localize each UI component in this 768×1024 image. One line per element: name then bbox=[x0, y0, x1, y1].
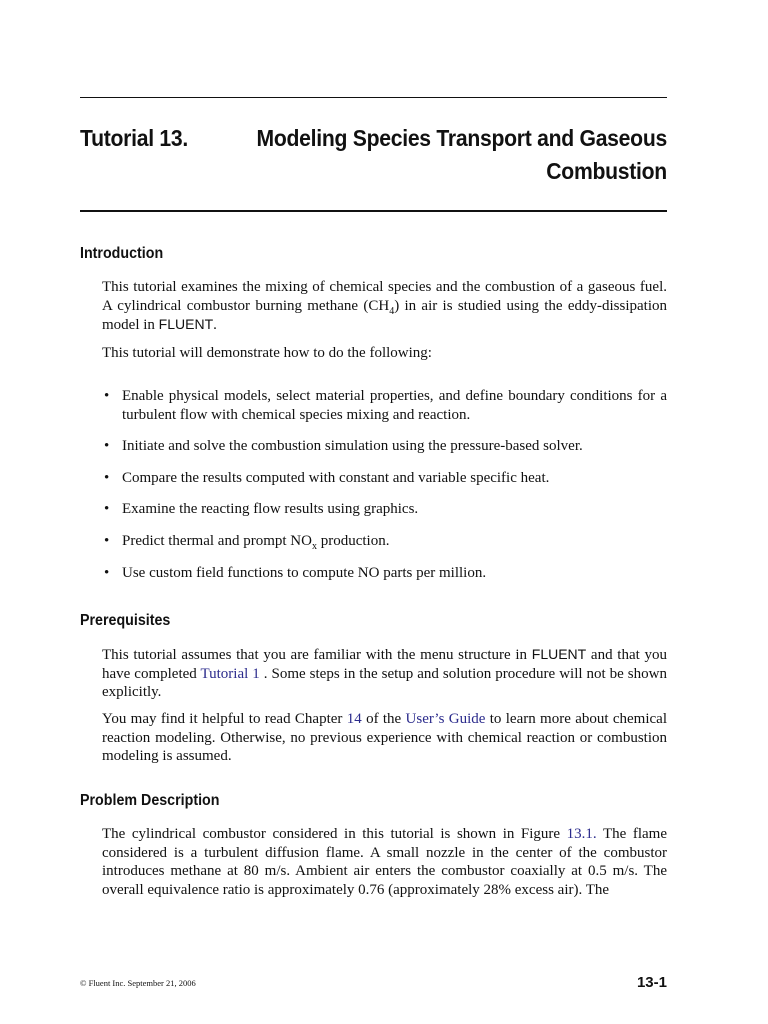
fluent-name: FLUENT bbox=[531, 646, 587, 662]
text: The flame considered is a turbulent diffusion flame. A small nozzle in the center of the combustor introduces methane at 80 m/s. Ambient air enters the combustor coaxially at 0.5 m/s. The overall equivalence ratio is approximately 0.76 (approximately 28% excess air). The bbox=[102, 826, 667, 898]
tutorial-1-link[interactable]: Tutorial 1 bbox=[200, 665, 260, 682]
bullet-icon: • bbox=[104, 469, 110, 486]
text: Use custom field functions to compute NO parts per million. bbox=[122, 564, 487, 581]
prerequisites-heading: Prerequisites bbox=[80, 612, 171, 629]
intro-paragraph bbox=[102, 278, 667, 335]
figure-13-1-link[interactable]: 13.1. bbox=[566, 826, 597, 842]
problem-paragraph bbox=[102, 825, 667, 899]
tutorial-title: Modeling Species Transport and Gaseous Combustion bbox=[256, 125, 667, 184]
bullet-icon: • bbox=[104, 532, 110, 549]
list-item bbox=[102, 387, 667, 424]
copyright: © Fluent Inc. September 21, 2006 bbox=[80, 978, 196, 988]
text: production. bbox=[316, 532, 390, 549]
text: The cylindrical combustor considered in this tutorial is shown in Figure bbox=[102, 826, 567, 842]
prereq-paragraph-2 bbox=[102, 710, 667, 766]
chapter-14-link[interactable]: 14 bbox=[346, 711, 362, 727]
text: of the bbox=[361, 711, 406, 727]
text: This tutorial examines the mixing of chemical species and the combustion of a gaseous fuel. A cylindrical combustor burning methane (CH bbox=[102, 279, 667, 314]
text: and that you have completed bbox=[102, 647, 668, 682]
list-item bbox=[102, 500, 667, 519]
bullet-icon: • bbox=[104, 438, 110, 455]
intro-paragraph-2: This tutorial will demonstrate how to do the following: bbox=[102, 345, 432, 361]
text: Predict thermal and prompt NO bbox=[122, 532, 312, 549]
subscript: x bbox=[311, 540, 317, 552]
list-item bbox=[102, 532, 667, 551]
title-rule bbox=[80, 210, 667, 212]
text: Initiate and solve the combustion simulation using the pressure-based solver. bbox=[122, 438, 583, 455]
text: Examine the reacting flow results using graphics. bbox=[122, 501, 419, 518]
bullet-icon: • bbox=[104, 564, 110, 581]
subscript: 4 bbox=[389, 305, 395, 317]
tutorial-number: Tutorial 13. bbox=[80, 125, 188, 151]
users-guide-link[interactable]: User’s Guide bbox=[405, 711, 486, 727]
list-item bbox=[102, 564, 667, 583]
list-item bbox=[102, 469, 667, 488]
text: Enable physical models, select material properties, and define boundary conditions for a turbulent flow with chemical species mixing and reaction. bbox=[122, 388, 667, 423]
introduction-heading: Introduction bbox=[80, 245, 164, 262]
top-rule bbox=[80, 97, 667, 98]
bullet-icon: • bbox=[104, 501, 110, 518]
text: . bbox=[213, 317, 217, 334]
problem-description-heading: Problem Description bbox=[80, 792, 220, 809]
text: . Some steps in the setup and solution procedure will not be shown explicitly. bbox=[102, 665, 667, 701]
page-number: 13-1 bbox=[636, 974, 667, 991]
fluent-name: FLUENT bbox=[158, 316, 214, 333]
text: This tutorial assumes that you are familiar with the menu structure in bbox=[102, 647, 532, 663]
bullet-icon: • bbox=[104, 388, 110, 404]
text: You may find it helpful to read Chapter bbox=[102, 711, 347, 727]
text: Compare the results computed with constant and variable specific heat. bbox=[122, 469, 550, 486]
list-item bbox=[102, 437, 667, 456]
text: to learn more about chemical reaction modeling. Otherwise, no previous experience with chemical reaction or combustion modeling is assumed. bbox=[102, 711, 667, 765]
prereq-paragraph bbox=[102, 645, 667, 702]
objectives-list bbox=[102, 387, 667, 595]
text: ) in air is studied using the eddy-dissipation model in bbox=[102, 297, 667, 334]
